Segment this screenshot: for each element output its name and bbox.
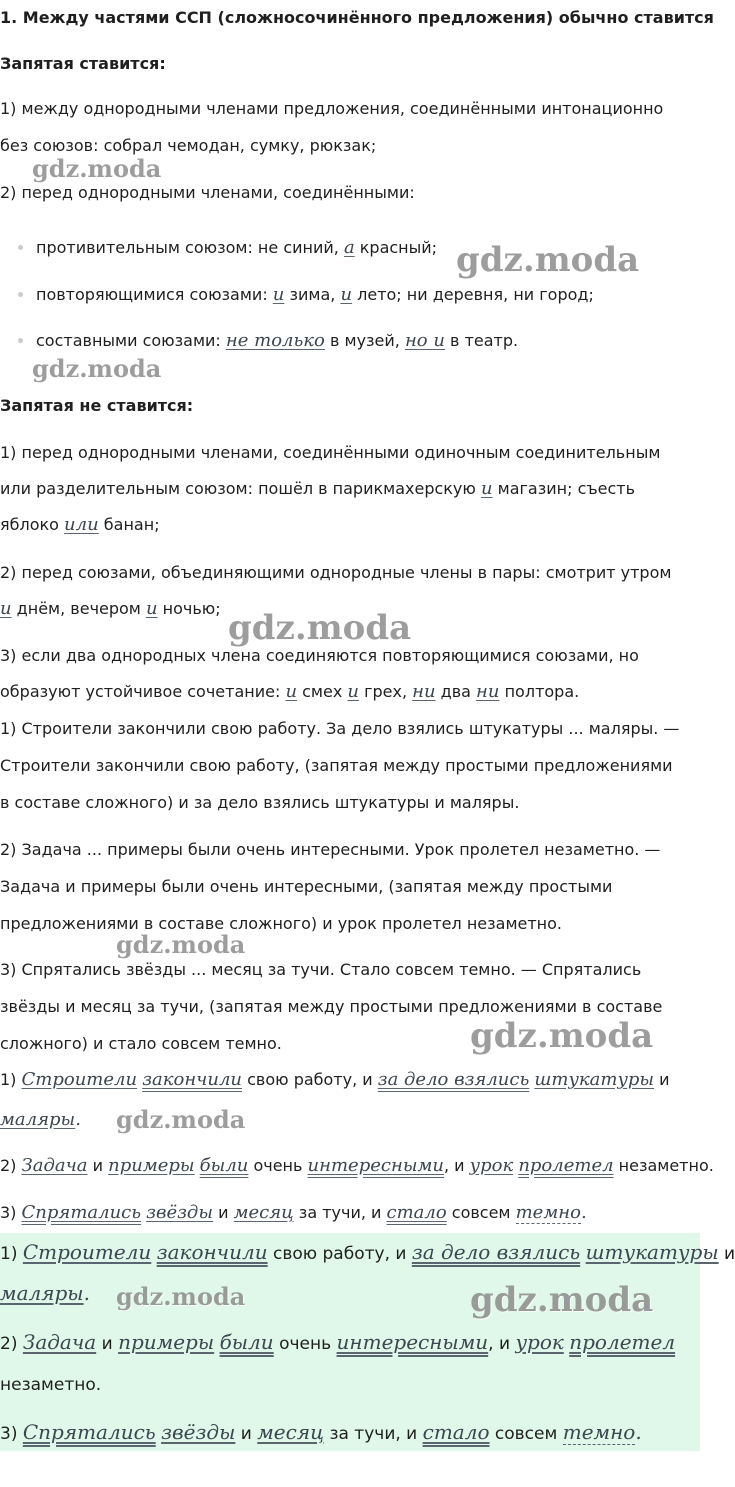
watermark: gdz.moda: [116, 1282, 246, 1311]
text: лето; ни деревня, ни город;: [352, 285, 594, 304]
task2-line2: Задача и примеры были очень интересными, (запятая между простыми: [0, 877, 613, 896]
text: ночью;: [157, 599, 221, 618]
text: грех,: [358, 682, 413, 701]
text: и: [87, 1156, 109, 1175]
text: за тучи, и: [293, 1203, 387, 1222]
text: , и: [444, 1156, 470, 1175]
text: .: [83, 1281, 90, 1305]
subject: Строители: [22, 1240, 152, 1264]
number: 3): [0, 1203, 22, 1222]
text: свою работу, и: [267, 1244, 412, 1264]
text: смех: [297, 682, 348, 701]
subject: урок: [515, 1330, 564, 1354]
text: банан;: [98, 515, 160, 534]
text: составными союзами:: [36, 331, 226, 350]
yes-p1-line1: 1) между однородными членами предложения, соединёнными интонационно: [0, 99, 664, 118]
number: 2): [0, 1156, 22, 1175]
bullet-dot: [18, 245, 23, 250]
text: свою работу, и: [242, 1070, 378, 1089]
text: магазин; съесть: [492, 479, 636, 498]
bullet-adversative: [36, 238, 437, 258]
text: зима,: [284, 285, 341, 304]
no-p1-line1: 1) перед однородными членами, соединёнными одиночным соединительным: [0, 443, 661, 462]
watermark: gdz.moda: [470, 1280, 654, 1320]
predicate: закончили: [156, 1240, 268, 1264]
number: 3): [0, 1424, 23, 1444]
parsed-sentence-3: [0, 1203, 587, 1223]
watermark: gdz.moda: [228, 608, 412, 648]
bullet-compound: [36, 331, 518, 351]
text: противительным союзом: не синий,: [36, 238, 344, 257]
text: .: [635, 1420, 642, 1444]
no-p1-line3: [0, 515, 160, 535]
text: и: [235, 1424, 258, 1444]
answer-sentence-3: [0, 1422, 642, 1444]
no-p1-line2: [0, 479, 635, 499]
predicate: пролетел: [569, 1330, 676, 1354]
subject: штукатуры: [534, 1069, 655, 1090]
watermark: gdz.moda: [456, 240, 640, 280]
parsed-sentence-1: [0, 1070, 670, 1090]
task3-line2: звёзды и месяц за тучи, (запятая между простыми предложениями в составе: [0, 997, 663, 1016]
watermark: gdz.moda: [116, 1105, 246, 1134]
no-p2-line1: 2) перед союзами, объединяющими однородные члены в пары: смотрит утром: [0, 563, 672, 582]
subject: звёзды: [146, 1202, 213, 1223]
predicate: стало: [422, 1420, 490, 1444]
text: днём, вечером: [11, 599, 146, 618]
conjunction: и: [347, 681, 359, 702]
no-p2-line2: [0, 599, 221, 619]
predicate: Спрятались: [21, 1202, 142, 1223]
conjunction: и: [480, 478, 493, 499]
heading: 1. Между частями ССП (сложносочинённого предложения) обычно ставится: [0, 8, 714, 27]
task3-line3: сложного) и стало совсем темно.: [0, 1034, 282, 1053]
text: красный;: [354, 238, 438, 257]
predicate: были: [199, 1155, 249, 1176]
bullet-dot: [18, 338, 23, 343]
text: два: [435, 682, 477, 701]
yes-p2: 2) перед однородными членами, соединёнными:: [0, 183, 415, 202]
bullet-repeating: [36, 285, 594, 305]
bullet-dot: [18, 292, 23, 297]
predicate: за дело взялись: [411, 1240, 581, 1264]
number: 1): [0, 1244, 23, 1264]
predicate: закончили: [142, 1069, 243, 1090]
predicate: интересными: [336, 1330, 489, 1354]
subject: примеры: [118, 1330, 215, 1354]
number: 1): [0, 1070, 22, 1089]
text: и: [654, 1070, 670, 1089]
text: и: [213, 1203, 234, 1222]
parsed-sentence-1-cont: [0, 1110, 81, 1130]
text: в музей,: [324, 331, 405, 350]
text: совсем: [489, 1424, 563, 1444]
text: .: [75, 1109, 81, 1130]
answer-sentence-1: [0, 1242, 735, 1264]
text: .: [580, 1202, 587, 1223]
conjunction: ни: [412, 681, 436, 702]
conjunction: и: [272, 284, 285, 305]
text: очень: [248, 1156, 308, 1175]
section-yes-title: Запятая ставится:: [0, 54, 166, 73]
conjunction: не только: [225, 330, 325, 351]
watermark: gdz.moda: [32, 154, 162, 183]
task3-line1: 3) Спрятались звёзды ... месяц за тучи. Стало совсем темно. — Спрятались: [0, 960, 642, 979]
watermark: gdz.moda: [470, 1016, 654, 1056]
answer-sentence-1-cont: [0, 1283, 90, 1305]
subject: урок: [469, 1155, 514, 1176]
conjunction: и: [340, 284, 353, 305]
conjunction: а: [343, 237, 355, 258]
text: и: [96, 1334, 119, 1354]
text: , и: [488, 1334, 516, 1354]
text: незаметно.: [613, 1156, 714, 1175]
text: очень: [273, 1334, 337, 1354]
text: и: [718, 1244, 735, 1264]
answer-sentence-2-cont: незаметно.: [0, 1375, 102, 1395]
text: повторяющимися союзами:: [36, 285, 273, 304]
task1-line3: в составе сложного) и за дело взялись штукатуры и маляры.: [0, 793, 520, 812]
subject: месяц: [257, 1420, 325, 1444]
text: полтора.: [499, 682, 580, 701]
yes-p1-line2: без союзов: собрал чемодан, сумку, рюкзак;: [0, 136, 377, 155]
subject: Строители: [21, 1069, 138, 1090]
text: или разделительным союзом: пошёл в парикмахерскую: [0, 479, 481, 498]
task2-line3: предложениями в составе сложного) и урок пролетел незаметно.: [0, 914, 563, 933]
number: 2): [0, 1334, 23, 1354]
conjunction: ни: [476, 681, 500, 702]
conjunction: и: [285, 681, 298, 702]
no-p3-line2: [0, 682, 579, 702]
conjunction: и: [0, 598, 12, 619]
task1-line2: Строители закончили свою работу, (запятая между простыми предложениями: [0, 756, 673, 775]
subject: маляры: [0, 1281, 84, 1305]
watermark: gdz.moda: [116, 930, 246, 959]
subject: месяц: [233, 1202, 294, 1223]
task2-line1: 2) Задача ... примеры были очень интересными. Урок пролетел незаметно. —: [0, 840, 661, 859]
subject: Задача: [21, 1155, 88, 1176]
subject: звёзды: [161, 1420, 236, 1444]
text: за тучи, и: [324, 1424, 423, 1444]
subject: штукатуры: [585, 1240, 719, 1264]
predicate: за дело взялись: [377, 1069, 530, 1090]
no-p3-line1: 3) если два однородных члена соединяются повторяющимися союзами, но: [0, 646, 639, 665]
conjunction: но и: [404, 330, 445, 351]
predicate: стало: [386, 1202, 447, 1223]
conjunction: или: [64, 514, 99, 535]
watermark: gdz.moda: [32, 354, 162, 383]
predicate: темно: [562, 1420, 636, 1444]
predicate: темно: [515, 1202, 581, 1223]
text: совсем: [446, 1203, 516, 1222]
answer-sentence-2: [0, 1332, 675, 1354]
predicate: пролетел: [518, 1155, 614, 1176]
subject: примеры: [108, 1155, 195, 1176]
text: в театр.: [444, 331, 519, 350]
predicate: были: [219, 1330, 274, 1354]
subject: маляры: [0, 1109, 76, 1130]
conjunction: и: [145, 598, 158, 619]
text: яблоко: [0, 515, 65, 534]
predicate: Спрятались: [22, 1420, 156, 1444]
section-no-title: Запятая не ставится:: [0, 396, 194, 415]
parsed-sentence-2: [0, 1156, 714, 1176]
predicate: интересными: [307, 1155, 444, 1176]
task1-line1: 1) Строители закончили свою работу. За дело взялись штукатуры ... маляры. —: [0, 719, 680, 738]
subject: Задача: [22, 1330, 97, 1354]
text: образуют устойчивое сочетание:: [0, 682, 286, 701]
